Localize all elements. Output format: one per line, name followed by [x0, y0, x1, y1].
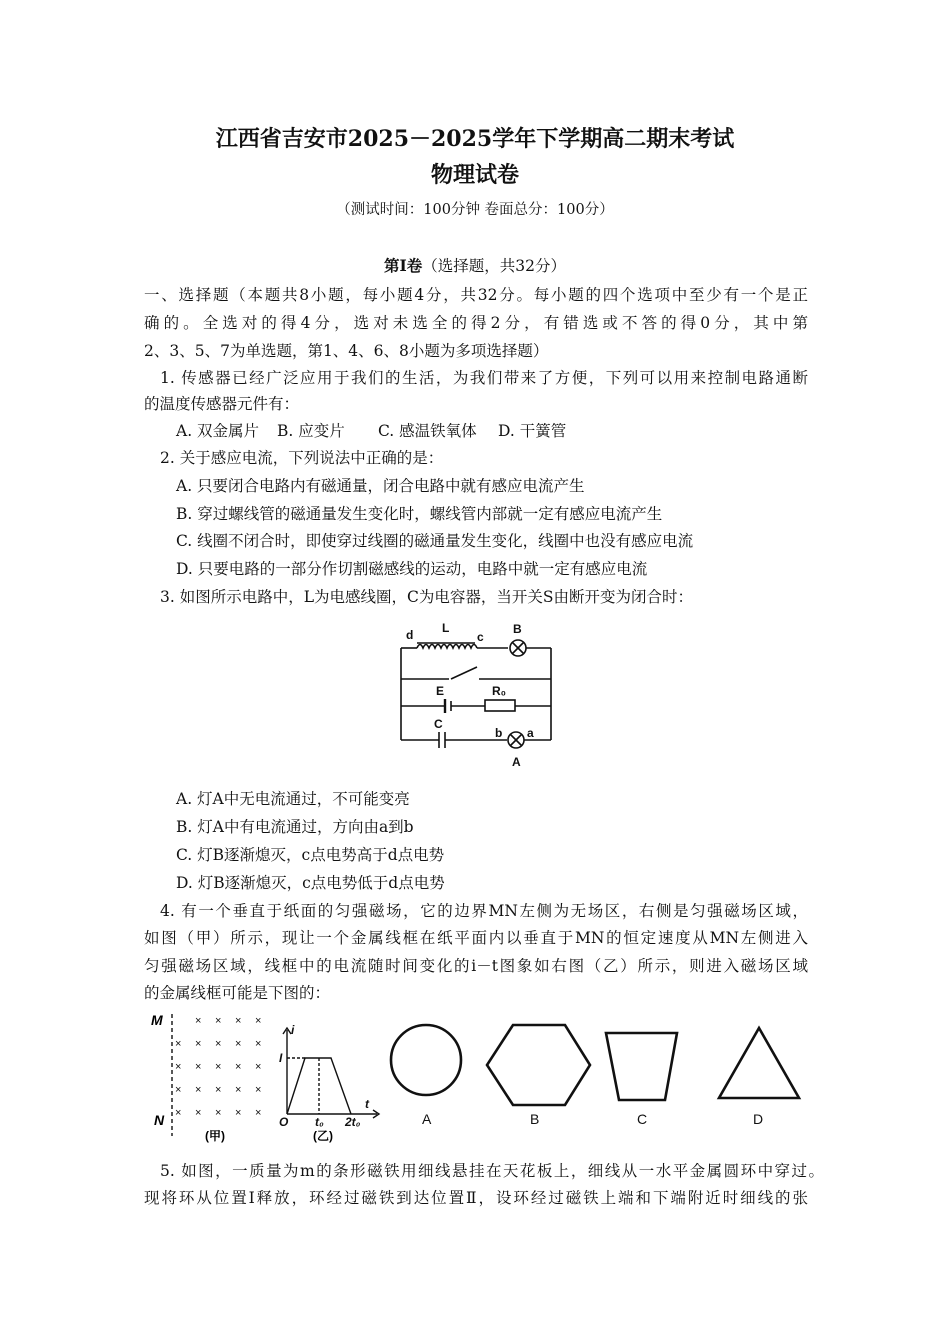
shape-triangle: [719, 1028, 799, 1098]
q5-stem: 现将环从位置Ⅰ释放，环经过磁铁到达位置Ⅱ，设环经过磁铁上端和下端附近时细线的张: [144, 1189, 808, 1207]
shape-trapezoid: [606, 1033, 677, 1100]
shape-circle: [391, 1025, 461, 1095]
circuit-label-l: L: [442, 621, 450, 635]
section-heading-rest: （选择题，共32分）: [422, 257, 566, 275]
exam-meta: （测试时间：100分钟 卷面总分：100分）: [336, 202, 614, 218]
q5-stem: 5. 如图，一质量为m的条形磁铁用细线悬挂在天花板上，细线从一水平金属圆环中穿过。: [160, 1162, 824, 1180]
q4-stem: 4. 有一个垂直于纸面的匀强磁场，它的边界MN左侧为无场区，右侧是匀强磁场区域，: [160, 902, 808, 920]
label-2t0: 2t₀: [345, 1115, 361, 1129]
shape-hexagon: [487, 1025, 590, 1105]
q3-stem: 3. 如图所示电路中，L为电感线圈，C为电容器，当开关S由断开变为闭合时：: [160, 588, 693, 606]
exam-title: 江西省吉安市2025－2025学年下学期高二期末考试: [215, 126, 735, 152]
label-i-max: I: [279, 1051, 283, 1065]
label-i-axis: i: [291, 1023, 295, 1037]
q2-option-a: A. 只要闭合电路内有磁通量，闭合电路中就有感应电流产生: [176, 477, 585, 495]
field-cross-mark: ×: [215, 1061, 222, 1073]
label-n: N: [154, 1112, 165, 1128]
q2-option-b: B. 穿过螺线管的磁通量发生变化时，螺线管内部就一定有感应电流产生: [176, 505, 663, 523]
field-cross-mark: ×: [195, 1084, 202, 1096]
q4-stem: 的金属线框可能是下图的：: [144, 984, 331, 1002]
label-t0: t₀: [315, 1115, 324, 1129]
shape-label-d: D: [753, 1111, 764, 1127]
shape-label-a: A: [422, 1111, 432, 1127]
circuit-label-capacitor: C: [434, 717, 443, 731]
instructions-line: 确的。全选对的得4分，选对未选全的得2分，有错选或不答的得0分，其中第: [144, 314, 808, 332]
field-cross-mark: ×: [235, 1038, 242, 1050]
field-cross-mark: ×: [235, 1107, 242, 1119]
circuit-label-b-node: b: [495, 726, 503, 740]
q1-option-b: B. 应变片: [277, 422, 345, 440]
section-heading: [0, 256, 950, 276]
field-cross-mark: ×: [195, 1038, 202, 1050]
q1-option-d: D. 干簧管: [498, 422, 567, 440]
circuit-label-d: d: [406, 628, 414, 642]
circuit-label-a-lamp: A: [512, 755, 521, 769]
q4-figure: [145, 1008, 815, 1148]
field-cross-mark: ×: [255, 1107, 262, 1119]
circuit-label-a-node: a: [527, 726, 534, 740]
field-cross-mark: ×: [175, 1038, 182, 1050]
section-heading-bold: 第Ⅰ卷: [384, 256, 423, 275]
label-yi: (乙): [313, 1129, 333, 1143]
label-jia: (甲): [205, 1129, 225, 1143]
label-origin: O: [279, 1115, 289, 1129]
q3-option-d: D. 灯B逐渐熄灭，c点电势低于d点电势: [176, 874, 445, 892]
shape-label-b: B: [530, 1111, 540, 1127]
field-cross-mark: ×: [235, 1015, 242, 1027]
q1-stem: 的温度传感器元件有：: [144, 395, 300, 413]
field-cross-mark: ×: [235, 1084, 242, 1096]
field-diagram: [151, 1012, 261, 1143]
q1-option-a: A. 双金属片: [176, 422, 260, 440]
field-cross-mark: ×: [215, 1038, 222, 1050]
field-cross-mark: ×: [195, 1015, 202, 1027]
label-t-axis: t: [365, 1097, 369, 1111]
shape-label-c: C: [637, 1111, 648, 1127]
q4-stem: 如图（甲）所示，现让一个金属线框在纸平面内以垂直于MN的恒定速度从MN左侧进入: [144, 929, 808, 947]
circuit-label-r0: R₀: [492, 684, 507, 698]
field-cross-mark: ×: [215, 1084, 222, 1096]
q3-option-a: A. 灯A中无电流通过，不可能变亮: [176, 790, 410, 808]
instructions-line: 一、选择题（本题共8小题，每小题4分，共32分。每小题的四个选项中至少有一个是正: [144, 286, 808, 304]
q3-circuit-diagram: [393, 615, 559, 773]
field-cross-mark: ×: [215, 1107, 222, 1119]
q2-option-c: C. 线圈不闭合时，即使穿过线圈的磁通量发生变化，线圈中也没有感应电流: [176, 532, 694, 550]
circuit-label-e: E: [436, 684, 445, 698]
field-cross-mark: ×: [175, 1084, 182, 1096]
field-cross-mark: ×: [255, 1015, 262, 1027]
field-cross-mark: ×: [255, 1038, 262, 1050]
q3-option-b: B. 灯A中有电流通过，方向由a到b: [176, 818, 414, 836]
circuit-label-c: c: [477, 630, 484, 644]
field-cross-mark: ×: [175, 1061, 182, 1073]
field-cross-mark: ×: [255, 1061, 262, 1073]
q2-option-d: D. 只要电路的一部分作切割磁感线的运动，电路中就一定有感应电流: [176, 560, 648, 578]
q4-stem: 匀强磁场区域，线框中的电流随时间变化的i－t图象如右图（乙）所示，则进入磁场区域: [144, 957, 808, 975]
field-cross-mark: ×: [195, 1061, 202, 1073]
field-cross-mark: ×: [175, 1107, 182, 1119]
label-m: M: [151, 1012, 163, 1028]
field-cross-mark: ×: [235, 1061, 242, 1073]
q2-stem: 2. 关于感应电流，下列说法中正确的是：: [160, 449, 444, 467]
field-cross-mark: ×: [255, 1084, 262, 1096]
q1-stem: 1. 传感器已经广泛应用于我们的生活，为我们带来了方便，下列可以用来控制电路通断: [160, 369, 808, 387]
field-cross-mark: ×: [195, 1107, 202, 1119]
field-cross-mark: ×: [215, 1015, 222, 1027]
instructions-line: 2、3、5、7为单选题，第1、4、6、8小题为多项选择题）: [144, 342, 549, 360]
exam-subject: 物理试卷: [430, 162, 519, 188]
q1-option-c: C. 感温铁氧体: [378, 422, 477, 440]
q3-option-c: C. 灯B逐渐熄灭，c点电势高于d点电势: [176, 846, 445, 864]
circuit-label-b-lamp: B: [513, 622, 522, 636]
